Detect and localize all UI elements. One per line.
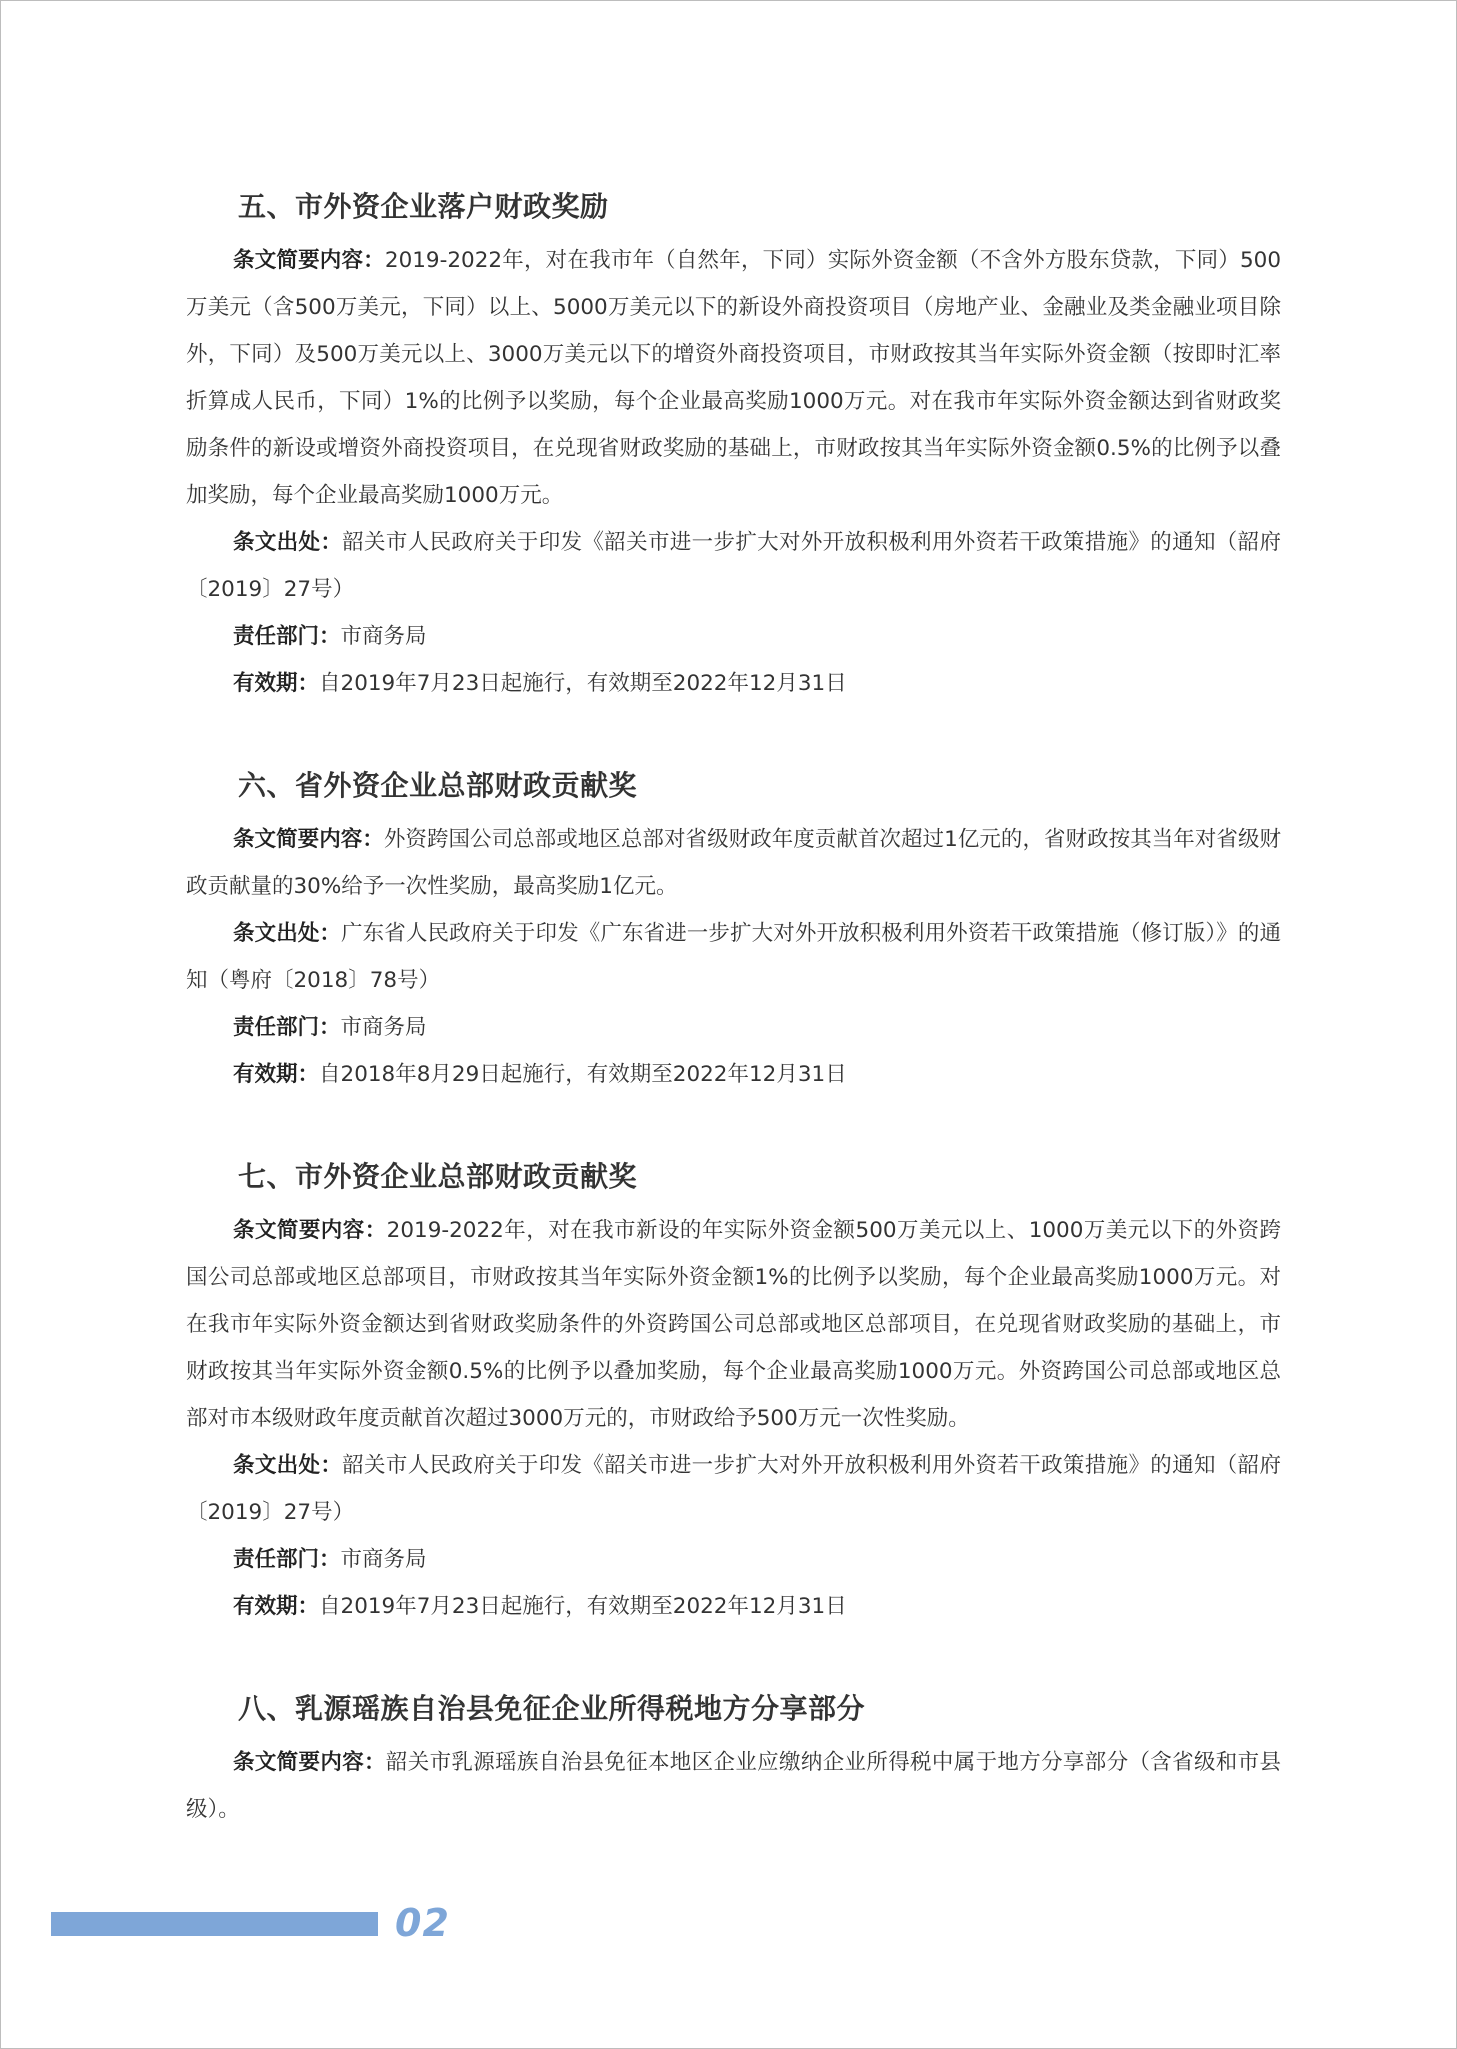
source-label: 条文出处： <box>233 921 342 946</box>
validity-label: 有效期： <box>233 671 320 696</box>
summary-paragraph <box>186 237 1281 519</box>
source-text: 广东省人民政府关于印发《广东省进一步扩大对外开放积极利用外资若干政策措施（修订版）》的通知（粤府〔2018〕78号） <box>186 921 1281 993</box>
source-label: 条文出处： <box>233 1453 343 1478</box>
validity-paragraph <box>186 1583 1281 1630</box>
page-number: 02 <box>395 1901 450 1945</box>
summary-label: 条文简要内容： <box>233 827 384 852</box>
summary-label: 条文简要内容： <box>233 1218 387 1243</box>
source-text: 韶关市人民政府关于印发《韶关市进一步扩大对外开放积极利用外资若干政策措施》的通知（韶府〔2019〕27号） <box>186 530 1281 602</box>
department-paragraph <box>186 613 1281 660</box>
summary-text: 2019-2022年，对在我市新设的年实际外资金额500万美元以上、1000万美元以下的外资跨国公司总部或地区总部项目，市财政按其当年实际外资金额1%的比例予以奖励，每个企业最高奖励1000万元。对在我市年实际外资金额达到省财政奖励条件的外资跨国公司总部或地区总部项目，在兑现省财政奖励的基础上，市财政按其当年实际外资金额0.5%的比例予以叠加奖励，每个企业最高奖励1000万元。外资跨国公司总部或地区总部对市本级财政年度贡献首次超过3000万元的，市财政给予500万元一次性奖励。 <box>186 1218 1281 1431</box>
section-heading: 七、市外资企业总部财政贡献奖 <box>238 1160 638 1193</box>
summary-label: 条文简要内容： <box>233 248 385 273</box>
department-text: 市商务局 <box>340 1547 427 1572</box>
department-label: 责任部门： <box>233 624 341 649</box>
policy-section-6 <box>186 760 1281 1098</box>
validity-text: 自2019年7月23日起施行，有效期至2022年12月31日 <box>319 671 847 696</box>
page-content <box>186 181 1281 1886</box>
policy-section-7 <box>186 1151 1281 1630</box>
validity-label: 有效期： <box>233 1594 320 1619</box>
summary-text: 韶关市乳源瑶族自治县免征本地区企业应缴纳企业所得税中属于地方分享部分（含省级和市县级）。 <box>186 1750 1281 1822</box>
summary-text: 外资跨国公司总部或地区总部对省级财政年度贡献首次超过1亿元的，省财政按其当年对省级财政贡献量的30%给予一次性奖励，最高奖励1亿元。 <box>186 827 1281 899</box>
section-heading: 六、省外资企业总部财政贡献奖 <box>238 769 638 802</box>
department-paragraph <box>186 1004 1281 1051</box>
summary-paragraph <box>186 1207 1281 1442</box>
source-label: 条文出处： <box>233 530 343 555</box>
summary-text: 2019-2022年，对在我市年（自然年，下同）实际外资金额（不含外方股东贷款，下同）500万美元（含500万美元，下同）以上、5000万美元以下的新设外商投资项目（房地产业、金融业及类金融业项目除外，下同）及500万美元以上、3000万美元以下的增资外商投资项目，市财政按其当年实际外资金额（按即时汇率折算成人民币，下同）1%的比例予以奖励，每个企业最高奖励1000万元。对在我市年实际外资金额达到省财政奖励条件的新设或增资外商投资项目，在兑现省财政奖励的基础上，市财政按其当年实际外资金额0.5%的比例予以叠加奖励，每个企业最高奖励1000万元。 <box>186 248 1281 508</box>
department-label: 责任部门： <box>233 1015 341 1040</box>
summary-paragraph <box>186 816 1281 910</box>
section-heading: 五、市外资企业落户财政奖励 <box>238 190 609 223</box>
source-paragraph <box>186 519 1281 613</box>
source-text: 韶关市人民政府关于印发《韶关市进一步扩大对外开放积极利用外资若干政策措施》的通知（韶府〔2019〕27号） <box>186 1453 1281 1525</box>
department-text: 市商务局 <box>340 1015 427 1040</box>
section-heading: 八、乳源瑶族自治县免征企业所得税地方分享部分 <box>238 1692 866 1725</box>
policy-section-8 <box>186 1683 1281 1833</box>
source-paragraph <box>186 910 1281 1004</box>
validity-label: 有效期： <box>233 1062 320 1087</box>
summary-paragraph <box>186 1739 1281 1833</box>
summary-label: 条文简要内容： <box>233 1750 386 1775</box>
source-paragraph <box>186 1442 1281 1536</box>
department-label: 责任部门： <box>233 1547 341 1572</box>
department-paragraph <box>186 1536 1281 1583</box>
validity-paragraph <box>186 1051 1281 1098</box>
validity-text: 自2019年7月23日起施行，有效期至2022年12月31日 <box>319 1594 847 1619</box>
policy-section-5 <box>186 181 1281 707</box>
department-text: 市商务局 <box>340 624 427 649</box>
validity-paragraph <box>186 660 1281 707</box>
validity-text: 自2018年8月29日起施行，有效期至2022年12月31日 <box>319 1062 847 1087</box>
footer-accent-bar <box>51 1912 378 1936</box>
